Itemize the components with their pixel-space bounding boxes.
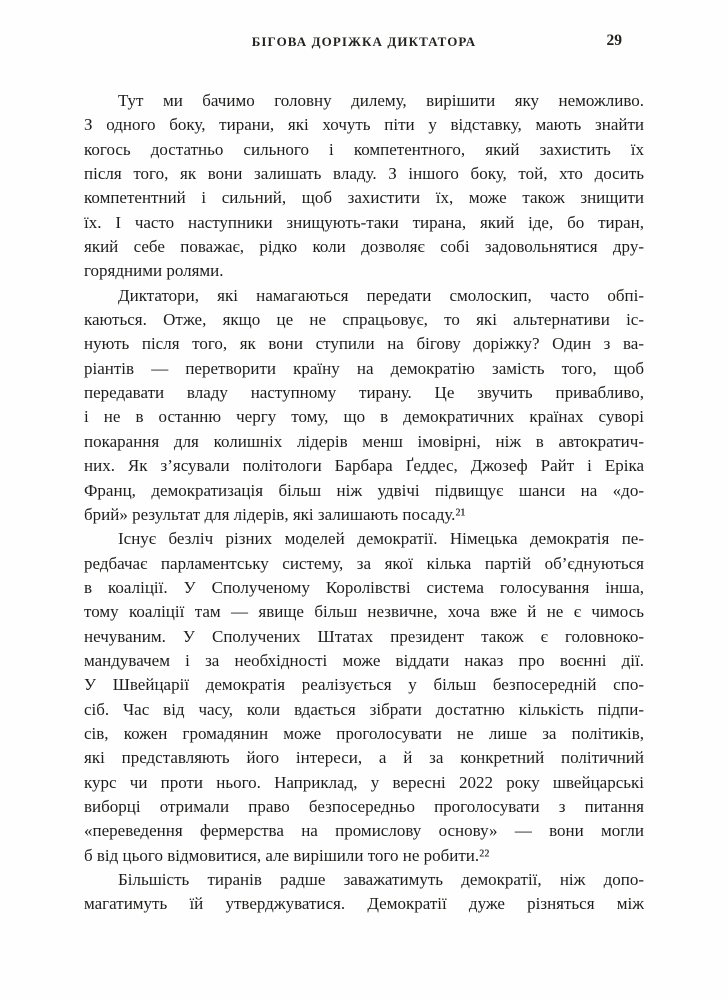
text-line: нечуваним. У Сполучених Штатах президент також є головноко- (84, 626, 644, 646)
text-line: виборці отримали право безпосередньо проголосувати з питання (84, 796, 644, 816)
chapter-title: БІГОВА ДОРІЖКА ДИКТАТОРА (251, 34, 477, 49)
text-line: їх. І часто наступники знищують-таки тирана, який іде, бо тиран, (84, 212, 644, 232)
text-line: сіб. Час від часу, коли вдається зібрати достатню кількість підпи- (84, 699, 644, 719)
text-line: і не в останню чергу тому, що в демократичних країнах суворі (84, 407, 644, 427)
running-head (84, 34, 644, 52)
text-line: передавати владу наступному тирану. Це звучить привабливо, (84, 383, 644, 403)
text-line: які представляють його інтереси, а й за конкретний політичний (84, 748, 644, 768)
text-line: ріантів — перетворити країну на демократію замість того, щоб (84, 358, 644, 378)
text-line: редбачає парламентську систему, за якої кілька партій об’єднуються (84, 553, 644, 573)
text-line: б від цього відмовитися, але вирішили того не робити.²² (84, 845, 490, 865)
text-line: в коаліції. У Сполученому Королівстві система голосування інша, (84, 577, 644, 597)
text-line: нують після того, як вони ступили на бігову доріжку? Один з ва- (84, 334, 644, 354)
text-line: Диктатори, які намагаються передати смолоскип, часто обпі- (118, 285, 644, 305)
text-line: тому коаліції там — явище більш незвичне, хоча вже й не є чимось (84, 602, 644, 622)
text-line: Існує безліч різних моделей демократії. Німецька демократія пе- (118, 529, 644, 549)
text-line: брий» результат для лідерів, які залишають посаду.²¹ (84, 504, 466, 524)
text-line: який себе поважає, рідко коли дозволяє собі задовольнятися дру- (84, 237, 644, 257)
paragraph (84, 527, 644, 868)
paragraph (84, 284, 644, 527)
paragraph (84, 868, 644, 917)
text-line: курс чи проти нього. Наприклад, у вересні 2022 року швейцарські (84, 772, 644, 792)
text-line: мандувачем і за необхідності може віддати наказ про воєнні дії. (84, 650, 644, 670)
text-line: них. Як з’ясували політологи Барбара Ґеддес, Джозеф Райт і Еріка (84, 456, 644, 476)
page-number: 29 (606, 32, 622, 49)
text-line: З одного боку, тирани, які хочуть піти у відставку, мають знайти (84, 115, 644, 135)
text-line: каються. Отже, якщо це не спрацьовує, то які альтернативи іс- (84, 310, 644, 330)
text-line: «переведення фермерства на промислову основу» — вони могли (84, 821, 644, 841)
paragraph (84, 89, 644, 284)
text-line: Франц, демократизація більш ніж удвічі підвищує шанси на «до- (84, 480, 644, 500)
text-line: Більшість тиранів радше заважатимуть демократії, ніж допо- (118, 870, 644, 889)
text-line: покарання для колишніх лідерів менш імовірні, ніж в автократич- (84, 431, 644, 451)
text-line: компетентний і сильний, щоб захистити їх, може також знищити (84, 188, 644, 208)
text-line: після того, як вони залишать владу. З іншого боку, той, хто досить (84, 164, 644, 184)
text-line: Тут ми бачимо головну дилему, вирішити яку неможливо. (118, 91, 644, 110)
text-line: когось достатньо сильного і компетентного, який захистить їх (84, 139, 644, 159)
text-line: сів, кожен громадянин може проголосувати не лише за політиків, (84, 723, 644, 743)
body-text (84, 89, 644, 917)
text-line: магатимуть їй утверджуватися. Демократії дуже різняться між (84, 894, 644, 914)
text-line: У Швейцарії демократія реалізується у більш безпосередній спо- (84, 675, 644, 695)
text-line: горядними ролями. (84, 261, 224, 281)
